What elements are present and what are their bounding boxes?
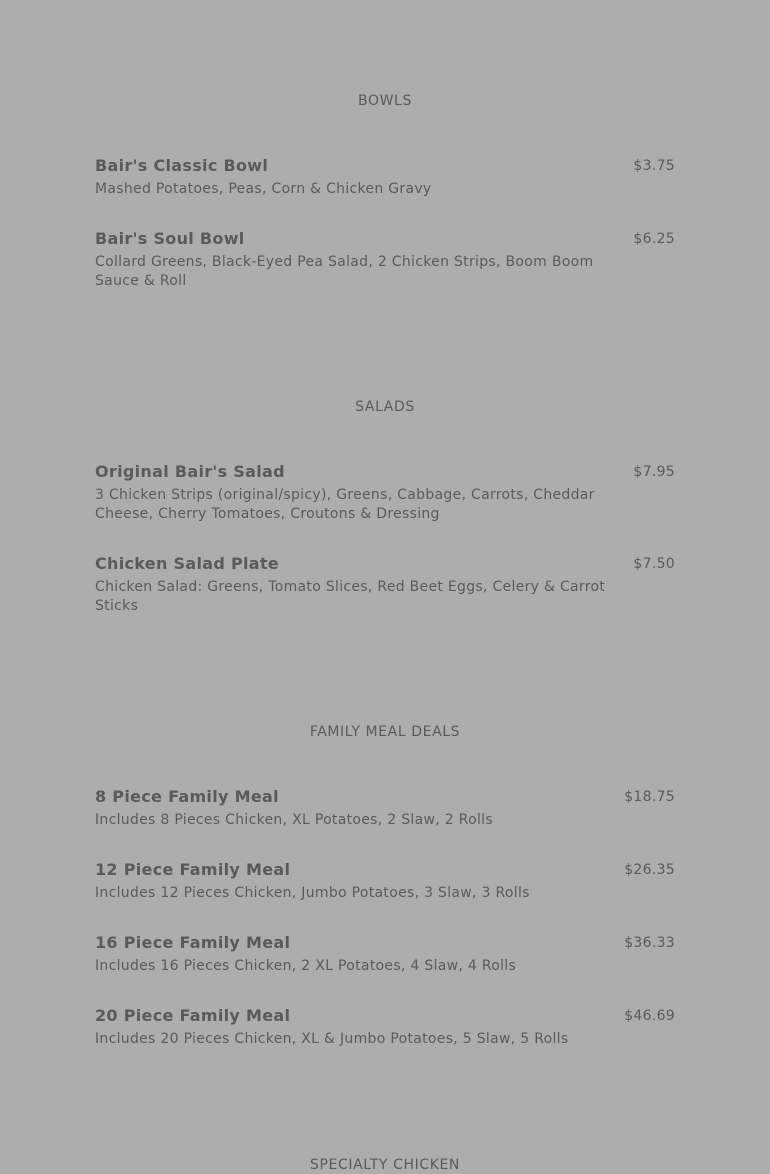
item-description: 3 Chicken Strips (original/spicy), Greens, Cabbage, Carrots, Cheddar Cheese, Cherry Tomatoes, Croutons & Dressing [95, 487, 595, 522]
item-price: $3.75 [633, 158, 675, 174]
item-price: $26.35 [624, 862, 675, 878]
section-title-family-meal-deals: FAMILY MEAL DEALS [309, 724, 461, 740]
menu-item [95, 860, 675, 903]
section-title-specialty-chicken: SPECIALTY CHICKEN [310, 1157, 460, 1173]
item-name: Chicken Salad Plate [95, 554, 279, 573]
section-title-bowls: BOWLS [358, 93, 412, 109]
item-price: $6.25 [633, 231, 675, 247]
menu-item [95, 462, 675, 524]
menu-item [95, 1006, 675, 1049]
item-name: Bair's Classic Bowl [95, 156, 269, 175]
item-description: Includes 20 Pieces Chicken, XL & Jumbo Potatoes, 5 Slaw, 5 Rolls [95, 1031, 569, 1047]
item-description: Includes 16 Pieces Chicken, 2 XL Potatoes, 4 Slaw, 4 Rolls [95, 958, 517, 974]
item-description: Includes 12 Pieces Chicken, Jumbo Potatoes, 3 Slaw, 3 Rolls [95, 885, 530, 901]
item-price: $7.50 [633, 556, 675, 572]
item-price: $46.69 [624, 1008, 675, 1024]
item-price: $18.75 [624, 789, 675, 805]
item-name: Original Bair's Salad [95, 462, 285, 481]
item-description: Collard Greens, Black-Eyed Pea Salad, 2 Chicken Strips, Boom Boom Sauce & Roll [95, 254, 594, 289]
item-description: Mashed Potatoes, Peas, Corn & Chicken Gravy [95, 181, 432, 197]
item-name: 8 Piece Family Meal [95, 787, 279, 806]
menu-item [95, 933, 675, 976]
item-price: $36.33 [624, 935, 675, 951]
menu-item [95, 156, 675, 199]
menu-item [95, 229, 675, 291]
item-price: $7.95 [633, 464, 675, 480]
menu-item [95, 554, 675, 616]
menu-item [95, 787, 675, 830]
item-name: 16 Piece Family Meal [95, 933, 291, 952]
section-title-salads: SALADS [355, 399, 415, 415]
item-description: Chicken Salad: Greens, Tomato Slices, Red Beet Eggs, Celery & Carrot Sticks [95, 579, 606, 614]
item-name: 20 Piece Family Meal [95, 1006, 291, 1025]
item-name: Bair's Soul Bowl [95, 229, 245, 248]
item-description: Includes 8 Pieces Chicken, XL Potatoes, 2 Slaw, 2 Rolls [95, 812, 493, 828]
item-name: 12 Piece Family Meal [95, 860, 291, 879]
